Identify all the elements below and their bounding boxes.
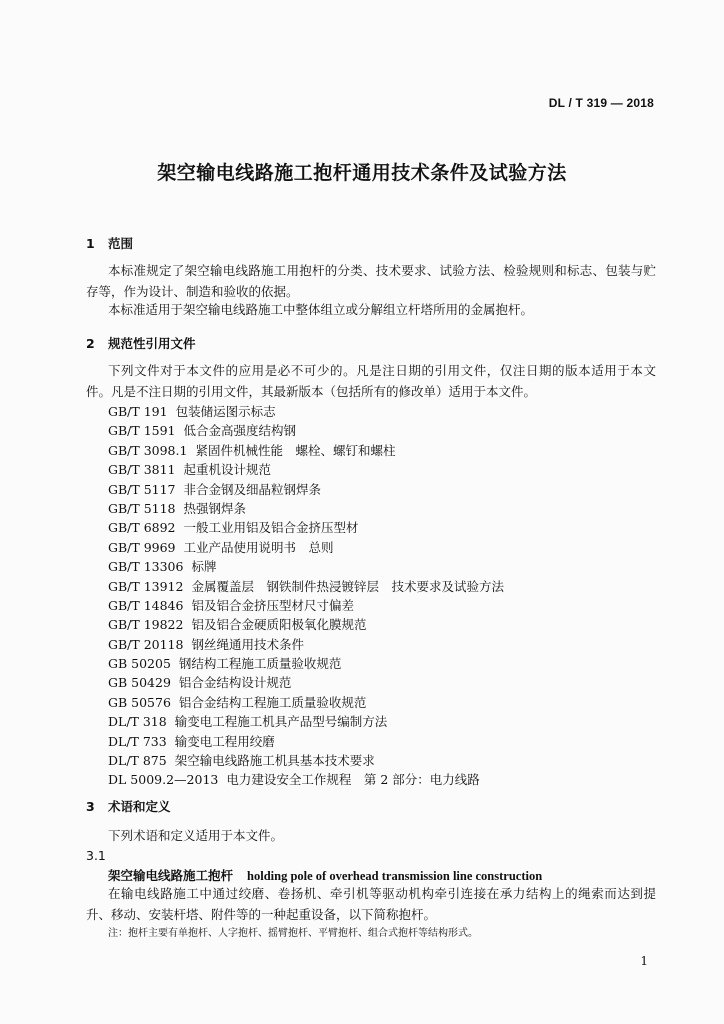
reference-item (108, 732, 504, 751)
reference-item (108, 770, 504, 789)
reference-item (108, 441, 504, 460)
reference-title: 包装储运图示标志 (175, 404, 276, 419)
reference-title: 起重机设计规范 (183, 462, 272, 478)
reference-item (108, 518, 504, 537)
reference-title: 低合金高强度结构钢 (183, 423, 297, 439)
clause-number: 3.1 (86, 848, 106, 863)
reference-title: 架空输电线路施工机具基本技术要求 (174, 753, 375, 769)
document-title: 架空输电线路施工抱杆通用技术条件及试验方法 (157, 162, 567, 184)
reference-item (108, 635, 504, 654)
section-1-number: 1 (86, 236, 95, 251)
reference-item (108, 460, 504, 479)
section-3-number: 3 (86, 799, 95, 814)
reference-item (108, 421, 504, 440)
document-number: DL / T 319 — 2018 (548, 96, 654, 110)
reference-item (108, 693, 504, 712)
reference-title: 标牌 (191, 559, 217, 575)
reference-title: 电力建设安全工作规程 第 2 部分：电力线路 (226, 772, 480, 788)
reference-item (108, 577, 504, 596)
reference-title: 金属覆盖层 钢铁制件热浸镀锌层 技术要求及试验方法 (191, 578, 504, 594)
reference-item (108, 402, 504, 421)
term-line (108, 866, 542, 884)
reference-title: 钢丝绳通用技术条件 (191, 636, 304, 652)
reference-code: GB 50429 (108, 675, 171, 691)
reference-title: 钢结构工程施工质量验收规范 (178, 656, 342, 672)
reference-title: 紧固件机械性能 螺栓、螺钉和螺柱 (195, 442, 396, 458)
reference-code: GB/T 3098.1 (108, 442, 188, 458)
section-3-heading (86, 797, 171, 815)
reference-code: GB/T 20118 (108, 636, 184, 652)
reference-code: GB/T 5117 (108, 481, 176, 497)
reference-title: 热强钢焊条 (183, 500, 247, 516)
reference-item (108, 557, 504, 576)
reference-code: DL/T 318 (108, 714, 167, 730)
reference-code: GB/T 13912 (108, 578, 184, 594)
reference-title: 输变电工程用绞磨 (174, 733, 275, 749)
section-3-intro: 下列术语和定义适用于本文件。 (108, 828, 284, 843)
reference-code: GB 50205 (108, 656, 171, 672)
reference-title: 铝合金结构工程施工质量验收规范 (178, 694, 367, 710)
reference-item (108, 538, 504, 557)
section-2-heading (86, 334, 196, 352)
reference-code: GB/T 191 (108, 404, 168, 419)
reference-code: GB/T 1591 (108, 423, 176, 439)
reference-title: 非合金钢及细晶粒钢焊条 (183, 481, 322, 497)
reference-title: 铝合金结构设计规范 (178, 675, 292, 691)
reference-code: GB 50576 (108, 694, 171, 710)
reference-title: 输变电工程施工机具产品型号编制方法 (174, 714, 388, 730)
reference-item (108, 654, 504, 673)
term-chinese: 架空输电线路施工抱杆 (108, 868, 234, 883)
section-1-heading (86, 234, 133, 252)
reference-code: DL 5009.2—2013 (108, 772, 219, 788)
term-definition: 在输电线路施工中通过绞磨、卷扬机、牵引机等驱动机构牵引连接在承力结构上的绳索而达到提升、移动、安装杆塔、附件等的一种起重设备，以下简称抱杆。 (86, 886, 656, 922)
reference-code: GB/T 5118 (108, 500, 176, 516)
reference-code: GB/T 6892 (108, 520, 176, 536)
page-number: 1 (640, 954, 648, 968)
section-2-intro: 下列文件对于本文件的应用是必不可少的。凡是注日期的引用文件，仅注日期的版本适用于本文件。凡是不注日期的引用文件，其最新版本（包括所有的修改单）适用于本文件。 (86, 363, 656, 399)
reference-item (108, 615, 504, 634)
reference-code: GB/T 19822 (108, 617, 184, 633)
section-3-title: 术语和定义 (108, 799, 171, 814)
reference-code: GB/T 9969 (108, 539, 176, 555)
reference-title: 铝及铝合金硬质阳极氧化膜规范 (191, 617, 367, 633)
term-note: 注：抱杆主要有单抱杆、人字抱杆、摇臂抱杆、平臂抱杆、组合式抱杆等结构形式。 (108, 928, 478, 939)
reference-title: 铝及铝合金挤压型材尺寸偏差 (191, 597, 354, 613)
reference-code: GB/T 3811 (108, 462, 176, 478)
reference-code: DL/T 733 (108, 733, 167, 749)
section-2-number: 2 (86, 336, 95, 351)
reference-item (108, 673, 504, 692)
reference-title: 工业产品使用说明书 总则 (183, 539, 334, 555)
reference-title: 一般工业用铝及铝合金挤压型材 (183, 520, 359, 536)
reference-code: GB/T 14846 (108, 597, 184, 613)
reference-item (108, 712, 504, 731)
section-1-paragraph-1: 本标准规定了架空输电线路施工用抱杆的分类、技术要求、试验方法、检验规则和标志、包装与贮存等，作为设计、制造和验收的依据。 (86, 263, 656, 299)
reference-list (108, 402, 504, 790)
reference-item (108, 596, 504, 615)
section-2-title: 规范性引用文件 (108, 336, 196, 351)
reference-item (108, 751, 504, 770)
reference-code: DL/T 875 (108, 753, 167, 769)
section-1-paragraph-2: 本标准适用于架空输电线路施工中整体组立或分解组立杆塔所用的金属抱杆。 (108, 302, 534, 317)
reference-code: GB/T 13306 (108, 559, 184, 575)
term-english: holding pole of overhead transmission line construction (247, 869, 543, 883)
section-1-title: 范围 (108, 236, 134, 251)
reference-item (108, 480, 504, 499)
reference-item (108, 499, 504, 518)
